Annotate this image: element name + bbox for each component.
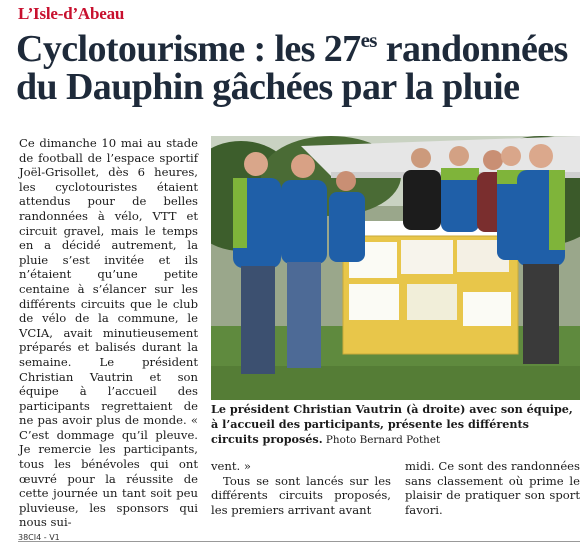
body-column-1: Ce dimanche 10 mai au stade de football de l’espace sportif Joël-Grisollet, dès 6 heures, les cyclotouristes étaient attendus pour de belles randonnées à vélo, VTT et circuit gravel, mais le temps en a décidé autrement, la pluie s’est invitée et ils n’étaient qu’une petite centaine à s’élancer sur les différents circuits que le club de vélo de la commune, le VCIA, avait minutieusement préparés et balisés durant la semaine. Le président Christian Vautrin et son équipe à l’accueil des participants regrettaient de ne pas avoir plus de monde. « C’est dommage qu’il pleuve. Je remercie les participants, tous les bénévoles qui ont œuvré pour la réussite de cette journée un tant soit peu pluvieuse, les sponsors qui nous sui- <box>19 136 198 530</box>
col2-paragraph-1: vent. » <box>211 459 252 473</box>
photo-credit: Photo Bernard Pothet <box>322 434 441 446</box>
page-folio: 38CI4 - V1 <box>18 533 60 542</box>
body-column-2 <box>211 459 391 517</box>
bottom-rule <box>18 541 580 542</box>
section-kicker: L’Isle-d’Abeau <box>18 4 125 23</box>
headline-superscript: es <box>360 28 377 52</box>
person-8 <box>517 144 565 364</box>
person-2 <box>281 154 327 368</box>
group-photo-illustration <box>211 136 580 400</box>
body-column-3 <box>405 459 580 517</box>
col3-paragraph: midi. Ce sont des randonnées sans classement où prime le plaisir de pratiquer son sport favori. <box>405 459 580 517</box>
col2-paragraph-2: Tous se sont lancés sur les différents circuits proposés, les premiers arrivant avant <box>211 473 391 517</box>
article-headline <box>16 30 576 106</box>
photo-caption <box>211 402 580 447</box>
headline-part2: randonnées du Dauphin gâchées par la pluie <box>16 28 568 108</box>
article-photo <box>211 136 580 400</box>
caption-bold-text: Le président Christian Vautrin (à droite) avec son équipe, à l’accueil des participants, présente les différents circuits proposés. <box>211 402 573 446</box>
headline-part1: Cyclotourisme : les 27 <box>16 28 361 70</box>
